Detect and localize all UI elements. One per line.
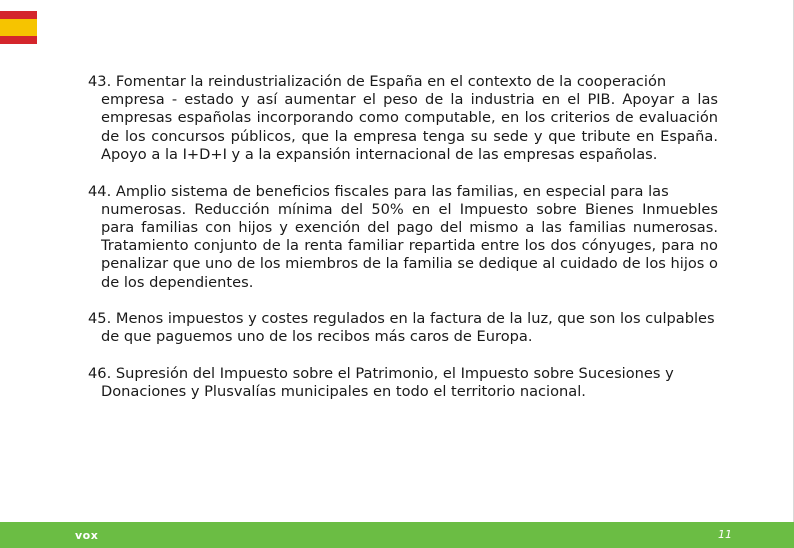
document-body <box>88 73 718 420</box>
list-item-44 <box>88 183 718 292</box>
item-continuation: de que paguemos uno de los recibos más caros de Europa. <box>101 328 533 346</box>
item-number: 45. <box>88 310 112 328</box>
item-number: 43. <box>88 73 112 90</box>
item-continuation: numerosas. Reducción mínima del 50% en el Impuesto sobre Bienes Inmuebles para familias con hijos y exención del pago del mismo a las familias numerosas. Tratamiento conjunto de la renta familiar repartida entre los dos cónyuges, para no penalizar que uno de los miembros de la familia se dedique al cuidado de los hijos o de los dependientes. <box>101 200 718 291</box>
item-number: 44. <box>88 182 112 200</box>
item-continuation: empresa - estado y así aumentar el peso de la industria en el PIB. Apoyar a las empresas españolas incorporando como computable, en los criterios de evaluación de los concursos públicos, que la empresa tenga su sede y que tribute en España. Apoyo a la I+D+I y a la expansión internacional de las empresas españolas. <box>101 91 718 163</box>
spain-flag-icon <box>0 11 37 44</box>
item-first-line: Supresión del Impuesto sobre el Patrimonio, el Impuesto sobre Sucesiones y <box>115 365 674 383</box>
footer-bar <box>0 522 794 548</box>
list-item-43 <box>88 73 718 164</box>
item-first-line: Fomentar la reindustrialización de España en el contexto de la cooperación <box>115 73 667 90</box>
item-first-line: Amplio sistema de beneficios fiscales para las familias, en especial para las <box>115 182 669 200</box>
item-first-line: Menos impuestos y costes regulados en la factura de la luz, que son los culpables <box>115 310 715 328</box>
page-number: 11 <box>718 528 732 541</box>
item-continuation: Donaciones y Plusvalías municipales en todo el territorio nacional. <box>101 383 586 401</box>
vox-logo: vox <box>75 529 99 542</box>
list-item-46 <box>88 365 718 401</box>
list-item-45 <box>88 310 718 346</box>
item-number: 46. <box>88 365 112 383</box>
